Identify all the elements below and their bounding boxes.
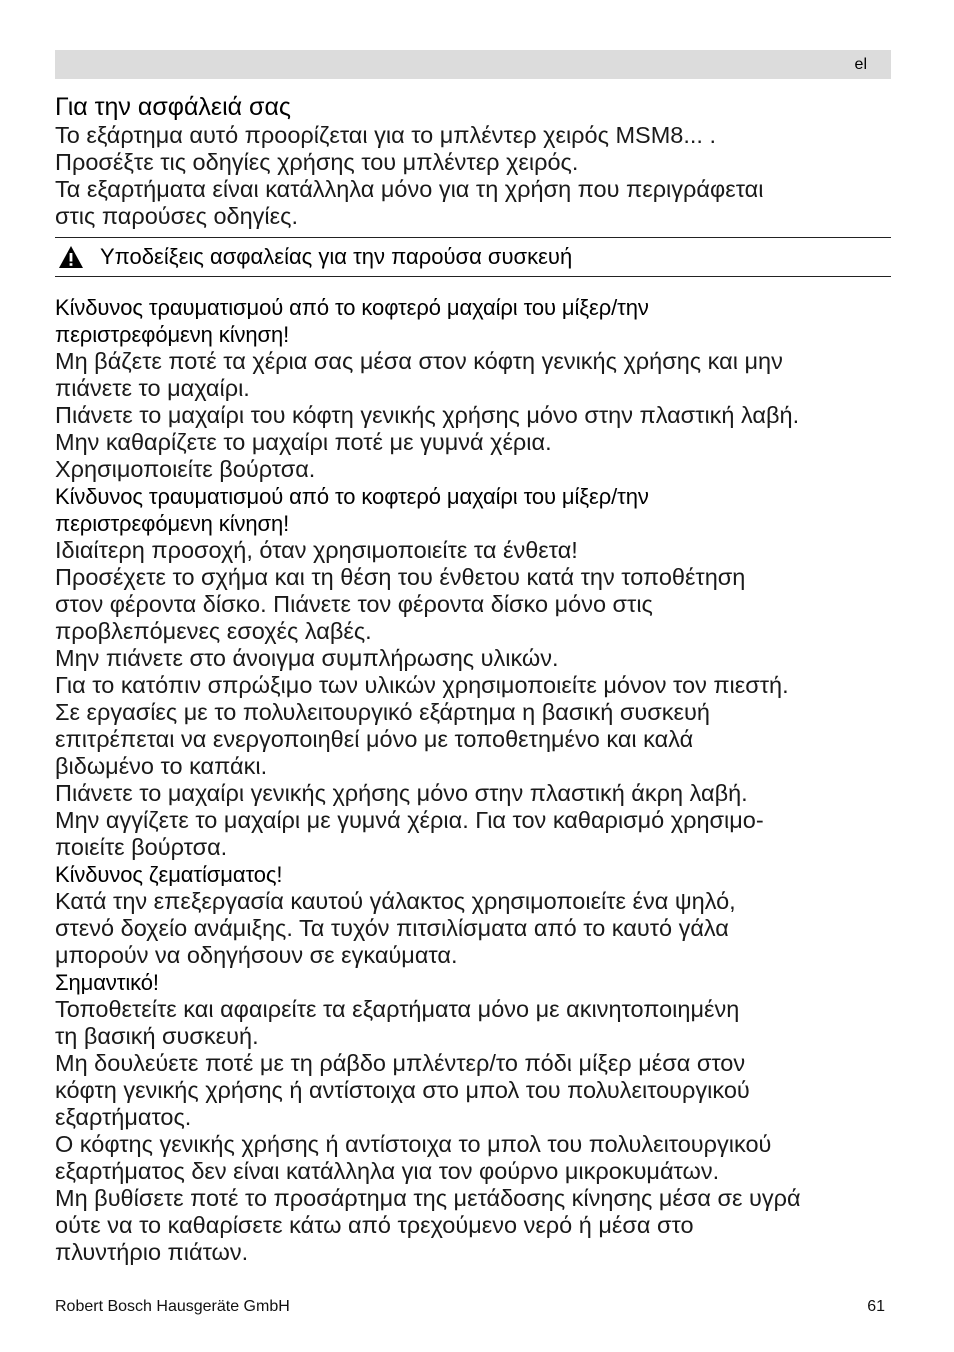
page-title: Για την ασφάλειά σας (55, 93, 291, 121)
instruction-line: Πιάνετε το μαχαίρι του κόφτη γενικής χρήσης μόνο στην πλαστική λαβή. (55, 402, 800, 428)
instruction-line: επιτρέπεται να ενεργοποιηθεί μόνο με τοποθετημένο και καλά (55, 726, 694, 752)
warning-heading-line: Κίνδυνος ζεματίσματος! (55, 862, 283, 887)
intro-line: Τα εξαρτήματα είναι κατάλληλα μόνο για τη χρήση που περιγράφεται (55, 176, 764, 202)
instruction-line: Ο κόφτης γενικής χρήσης ή αντίστοιχα το μπολ του πολυλειτουργικού (55, 1131, 772, 1157)
safety-instructions (55, 294, 891, 1266)
instruction-line: μπορούν να οδηγήσουν σε εγκαύματα. (55, 942, 458, 968)
instruction-line: Μην αγγίζετε το μαχαίρι με γυμνά χέρια. Για τον καθαρισμό χρησιμο- (55, 807, 764, 833)
instruction-line: Χρησιμοποιείτε βούρτσα. (55, 456, 316, 482)
instruction-line: Σε εργασίες με το πολυλειτουργικό εξάρτημα η βασική συσκευή (55, 699, 710, 725)
footer-company: Robert Bosch Hausgeräte GmbH (55, 1298, 290, 1315)
instruction-line: βιδωμένο το καπάκι. (55, 753, 268, 779)
warning-heading-line: Κίνδυνος τραυματισμού από το κοφτερό μαχαίρι του μίξερ/την (55, 295, 649, 320)
instruction-line: προβλεπόμενες εσοχές λαβές. (55, 618, 372, 644)
instruction-line: στον φέροντα δίσκο. Πιάνετε τον φέροντα δίσκο μόνο στις (55, 591, 653, 617)
instruction-line: Μη βυθίσετε ποτέ το προσάρτημα της μετάδοσης κίνησης μέσα σε υγρά (55, 1185, 801, 1211)
instruction-line: Για το κατόπιν σπρώξιμο των υλικών χρησιμοποιείτε μόνον τον πιεστή. (55, 672, 789, 698)
instruction-line: πιάνετε το μαχαίρι. (55, 375, 250, 401)
instruction-line: στενό δοχείο ανάμιξης. Τα τυχόν πιτσιλίσματα από το καυτό γάλα (55, 915, 729, 941)
intro-line: στις παρούσες οδηγίες. (55, 203, 298, 229)
instruction-line: εξαρτήματος δεν είναι κατάλληλα για τον φούρνο μικροκυμάτων. (55, 1158, 720, 1184)
instruction-line: ποιείτε βούρτσα. (55, 834, 228, 860)
instruction-line: κόφτη γενικής χρήσης ή αντίστοιχα στο μπολ του πολυλειτουργικού (55, 1077, 750, 1103)
instruction-line: Ιδιαίτερη προσοχή, όταν χρησιμοποιείτε τα ένθετα! (55, 537, 578, 563)
instruction-line: Μην καθαρίζετε το μαχαίρι ποτέ με γυμνά χέρια. (55, 429, 552, 455)
instruction-line: Μην πιάνετε στο άνοιγμα συμπλήρωσης υλικών. (55, 645, 559, 671)
instruction-line: τη βασική συσκευή. (55, 1023, 259, 1049)
safety-section-header (55, 237, 891, 277)
warning-triangle-icon (58, 245, 84, 269)
warning-heading-line: περιστρεφόμενη κίνηση! (55, 322, 290, 347)
instruction-line: Μη δουλεύετε ποτέ με τη ράβδο μπλέντερ/το πόδι μίξερ μέσα στον (55, 1050, 746, 1076)
instruction-line: Πιάνετε το μαχαίρι γενικής χρήσης μόνο στην πλαστική άκρη λαβή. (55, 780, 748, 806)
warning-heading-line: περιστρεφόμενη κίνηση! (55, 511, 290, 536)
warning-heading-line: Σημαντικό! (55, 970, 159, 995)
instruction-line: εξαρτήματος. (55, 1104, 192, 1130)
intro-line: Το εξάρτημα αυτό προορίζεται για το μπλέντερ χειρός MSM8... . (55, 122, 717, 148)
page-number: 61 (867, 1298, 885, 1315)
safety-section-title: Υποδείξεις ασφαλείας για την παρούσα συσκευή (100, 244, 573, 269)
instruction-line: Προσέχετε το σχήμα και τη θέση του ένθετου κατά την τοποθέτηση (55, 564, 746, 590)
intro-paragraph (55, 122, 891, 230)
intro-line: Προσέξτε τις οδηγίες χρήσης του μπλέντερ χειρός. (55, 149, 579, 175)
warning-heading-line: Κίνδυνος τραυματισμού από το κοφτερό μαχαίρι του μίξερ/την (55, 484, 649, 509)
page-content (55, 92, 891, 1266)
instruction-line: Μη βάζετε ποτέ τα χέρια σας μέσα στον κόφτη γενικής χρήσης και μην (55, 348, 783, 374)
language-bar (55, 50, 891, 79)
instruction-line: ούτε να το καθαρίσετε κάτω από τρεχούμενο νερό ή μέσα στο (55, 1212, 694, 1238)
instruction-line: Κατά την επεξεργασία καυτού γάλακτος χρησιμοποιείτε ένα ψηλό, (55, 888, 736, 914)
language-code: el (854, 56, 867, 73)
instruction-line: πλυντήριο πιάτων. (55, 1239, 249, 1265)
instruction-line: Τοποθετείτε και αφαιρείτε τα εξαρτήματα μόνο με ακινητοποιημένη (55, 996, 740, 1022)
